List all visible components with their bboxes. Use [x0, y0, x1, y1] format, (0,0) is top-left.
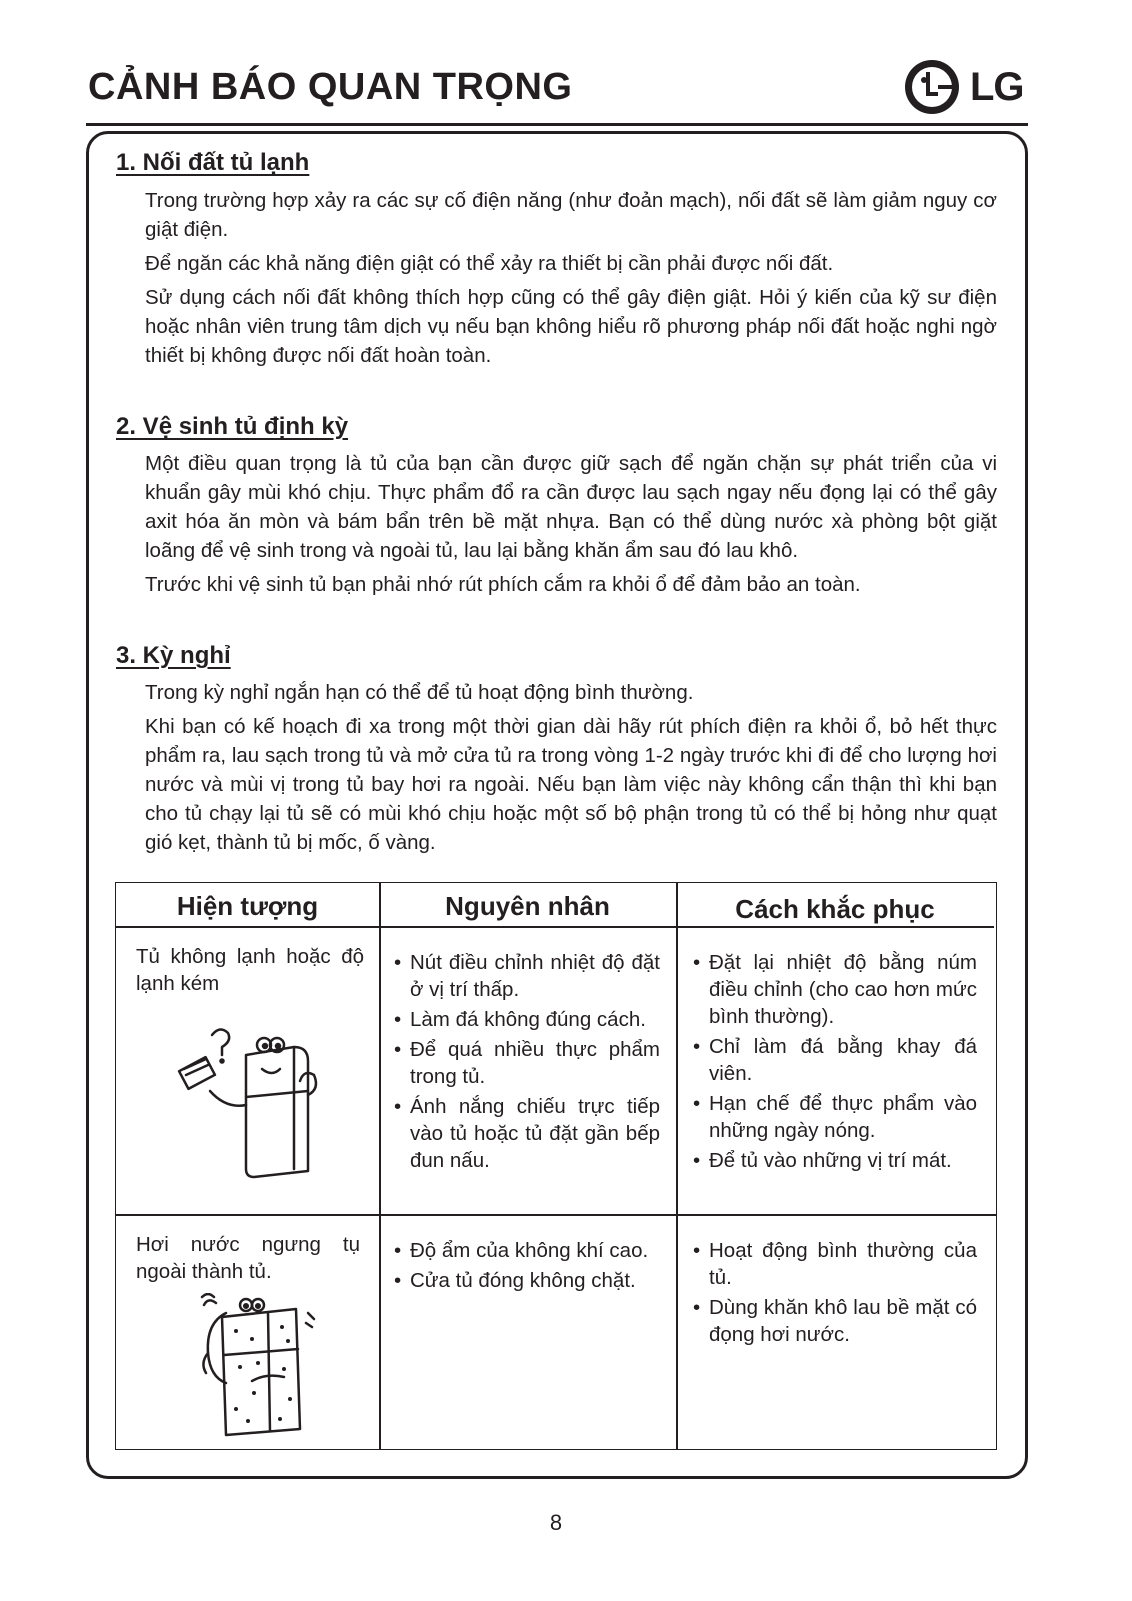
section-heading-grounding: 1. Nối đất tủ lạnh: [116, 149, 310, 176]
section-paragraph: Một điều quan trọng là tủ của bạn cần được giữ sạch để ngăn chặn sự phát triển của vi khuẩn gây mùi khó chịu. Thực phẩm đổ ra cần được lau sạch ngay nếu đọng lại có thể gây axit hóa ăn mòn và bám bẩn trên bề mặt nhựa. Bạn có thể dùng nước xà phòng bột giặt loãng để vệ sinh trong và ngoài tủ, lau lại bằng khăn ẩm sau đó lau khô.: [145, 452, 997, 562]
table-divider: [379, 926, 676, 928]
cause-item: • Làm đá không đúng cách.: [394, 1006, 660, 1033]
cause-item: • Cửa tủ đóng không chặt.: [394, 1267, 662, 1294]
table-header-remedy: Cách khắc phục: [735, 894, 935, 924]
remedy-item: • Hạn chế để thực phẩm vào những ngày nóng.: [693, 1090, 977, 1144]
remedy-item: • Dùng khăn khô lau bề mặt có đọng hơi nước.: [693, 1294, 977, 1348]
cause-item: • Ánh nắng chiếu trực tiếp vào tủ hoặc tủ đặt gần bếp đun nấu.: [394, 1093, 660, 1174]
remedy-item: • Chỉ làm đá bằng khay đá viên.: [693, 1033, 977, 1087]
confused-fridge-illustration: [176, 1025, 326, 1185]
section-heading-cleaning: 2. Vệ sinh tủ định kỳ: [116, 413, 349, 440]
lg-logo: [902, 58, 1032, 116]
remedy-item: • Hoạt động bình thường của tủ.: [693, 1237, 977, 1291]
lg-face-icon: [902, 58, 964, 116]
remedy-item: • Đặt lại nhiệt độ bằng núm điều chỉnh (cho cao hơn mức bình thường).: [693, 949, 977, 1030]
cause-item: • Để quá nhiều thực phẩm trong tủ.: [394, 1036, 660, 1090]
lg-logo-text: LG: [970, 65, 1024, 109]
remedy-item: • Để tủ vào những vị trí mát.: [693, 1147, 977, 1174]
page-title: CẢNH BÁO QUAN TRỌNG: [88, 66, 573, 108]
causes-list: [394, 1237, 662, 1297]
cause-item: • Nút điều chỉnh nhiệt độ đặt ở vị trí thấp.: [394, 949, 660, 1003]
table-divider: [676, 926, 994, 928]
table-divider: [379, 883, 381, 1449]
section-paragraph: Để ngăn các khả năng điện giật có thể xảy ra thiết bị cần phải được nối đất.: [145, 252, 834, 275]
table-header-cause: Nguyên nhân: [445, 891, 610, 921]
table-divider: [676, 883, 678, 1449]
causes-list: [394, 949, 660, 1177]
section-paragraph: Khi bạn có kế hoạch đi xa trong một thời gian dài hãy rút phích điện ra khỏi ổ, bỏ hết thực phẩm ra, lau sạch trong tủ và mở cửa tủ ra trong vòng 1-2 ngày trước khi đi để cho lượng hơi nước và mùi vị trong tủ bay hơi ra ngoài. Nếu bạn làm việc này không cẩn thận thì khi bạn cho tủ chạy lại tủ sẽ có mùi khó chịu hoặc một số bộ phận trong tủ có thể bị hỏng như quạt gió kẹt, thành tủ bị mốc, ố vàng.: [145, 715, 997, 854]
table-divider: [116, 926, 379, 928]
page-number: 8: [549, 1510, 563, 1535]
table-header-symptom: Hiện tượng: [176, 891, 319, 921]
header-rule: [86, 123, 1028, 126]
symptom-text: Tủ không lạnh hoặc độ lạnh kém: [136, 945, 364, 995]
table-row-divider: [116, 1214, 996, 1216]
section-heading-vacation: 3. Kỳ nghỉ: [116, 642, 231, 669]
remedies-list: [693, 1237, 977, 1351]
troubleshooting-table: [115, 882, 997, 1450]
cause-item: • Độ ẩm của không khí cao.: [394, 1237, 662, 1264]
remedies-list: [693, 949, 977, 1177]
section-paragraph: Trong trường hợp xảy ra các sự cố điện năng (như đoản mạch), nối đất sẽ làm giảm nguy cơ giật điện.: [145, 189, 997, 241]
section-paragraph: Trong kỳ nghỉ ngắn hạn có thể để tủ hoạt động bình thường.: [145, 681, 694, 704]
section-paragraph: Sử dụng cách nối đất không thích hợp cũng có thể gây điện giật. Hỏi ý kiến của kỹ sư điện hoặc nhân viên trung tâm dịch vụ nếu bạn không hiểu rõ phương pháp nối đất hoặc nghi ngờ thiết bị không được nối đất hoàn toàn.: [145, 286, 997, 367]
sweating-fridge-illustration: [196, 1293, 316, 1443]
section-paragraph: Trước khi vệ sinh tủ bạn phải nhớ rút phích cắm ra khỏi ổ để đảm bảo an toàn.: [145, 573, 861, 596]
symptom-text: Hơi nước ngưng tụ ngoài thành tủ.: [136, 1233, 360, 1283]
